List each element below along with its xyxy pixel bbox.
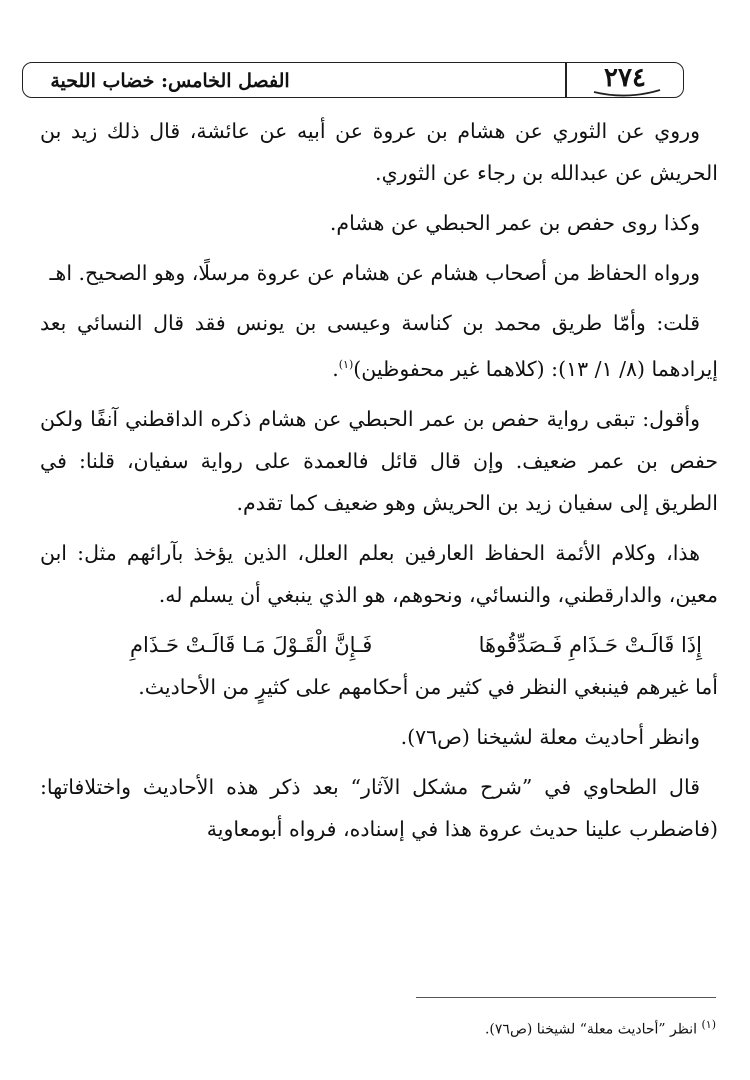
paragraph-7: أما غيرهم فينبغي النظر في كثير من أحكامهم على كثيرٍ من الأحاديث. xyxy=(138,674,718,699)
footnote-text: انظر ”أحاديث معلة“ لشيخنا (ص٧٦). xyxy=(484,1021,698,1038)
paragraph-4-text: قلت: وأمّا طريق محمد بن كناسة وعيسى بن يونس فقد قال النسائي بعد إيرادهما (٨/ ١/ ١٣): (كلاهما غير محفوظين) xyxy=(40,311,718,381)
paragraph-2: وكذا روى حفص بن عمر الحبطي عن هشام. xyxy=(329,211,700,235)
paragraph-1: وروي عن الثوري عن هشام بن عروة عن أبيه عن عائشة، قال ذلك زيد بن الحريش عن عبدالله بن رجاء عن الثوري. xyxy=(40,119,718,185)
footnote-marker: (١) xyxy=(701,1018,716,1031)
page-body xyxy=(40,110,718,858)
paragraph-3: ورواه الحفاظ من أصحاب هشام عن هشام عن عروة مرسلًا، وهو الصحيح. اهـ xyxy=(49,261,700,285)
chapter-title: الفصل الخامس: خضاب اللحية xyxy=(50,70,290,92)
paragraph-6: هذا، وكلام الأئمة الحفاظ العارفين بعلم العلل، الذين يؤخذ بآرائهم مثل: ابن معين، والدارقطني، والنسائي، ونحوهم، هو الذي ينبغي أن يسلم له. xyxy=(40,540,718,607)
header-divider xyxy=(565,62,567,98)
poetry-verse xyxy=(40,624,718,666)
paragraph-8: وانظر أحاديث معلة لشيخنا (ص٧٦). xyxy=(400,724,700,749)
paragraph-4-end: . xyxy=(332,356,339,381)
page-number-flourish-icon xyxy=(592,84,662,98)
footnote-reference[interactable]: (١) xyxy=(338,358,354,371)
paragraph-5: وأقول: تبقى رواية حفص بن عمر الحبطي عن هشام ذكره الداقطني آنفًا ولكن حفص بن عمر ضعيف. وإن قال قائل فالعمدة على رواية سفيان، قلنا: في الطريق إلى سفيان زيد بن الحريش وهو ضعيف كما تقدم. xyxy=(40,406,718,515)
page-number: ٢٧٤ xyxy=(604,63,646,93)
paragraph-9: قال الطحاوي في ”شرح مشكل الآثار“ بعد ذكر هذه الأحاديث واختلافاتها: (فاضطرب علينا حديث عروة هذا في إسناده، فرواه أبومعاوية xyxy=(40,774,718,841)
verse-first-hemistich: إِذَا قَالَـتْ حَـذَامِ فَـصَدِّقُوهَا xyxy=(478,632,702,657)
verse-second-hemistich: فَـإِنَّ الْقَـوْلَ مَـا قَالَـتْ حَـذَامِ xyxy=(130,632,373,657)
footnote-separator xyxy=(416,997,716,998)
paragraph-4 xyxy=(40,302,718,390)
footnote xyxy=(360,1014,716,1041)
